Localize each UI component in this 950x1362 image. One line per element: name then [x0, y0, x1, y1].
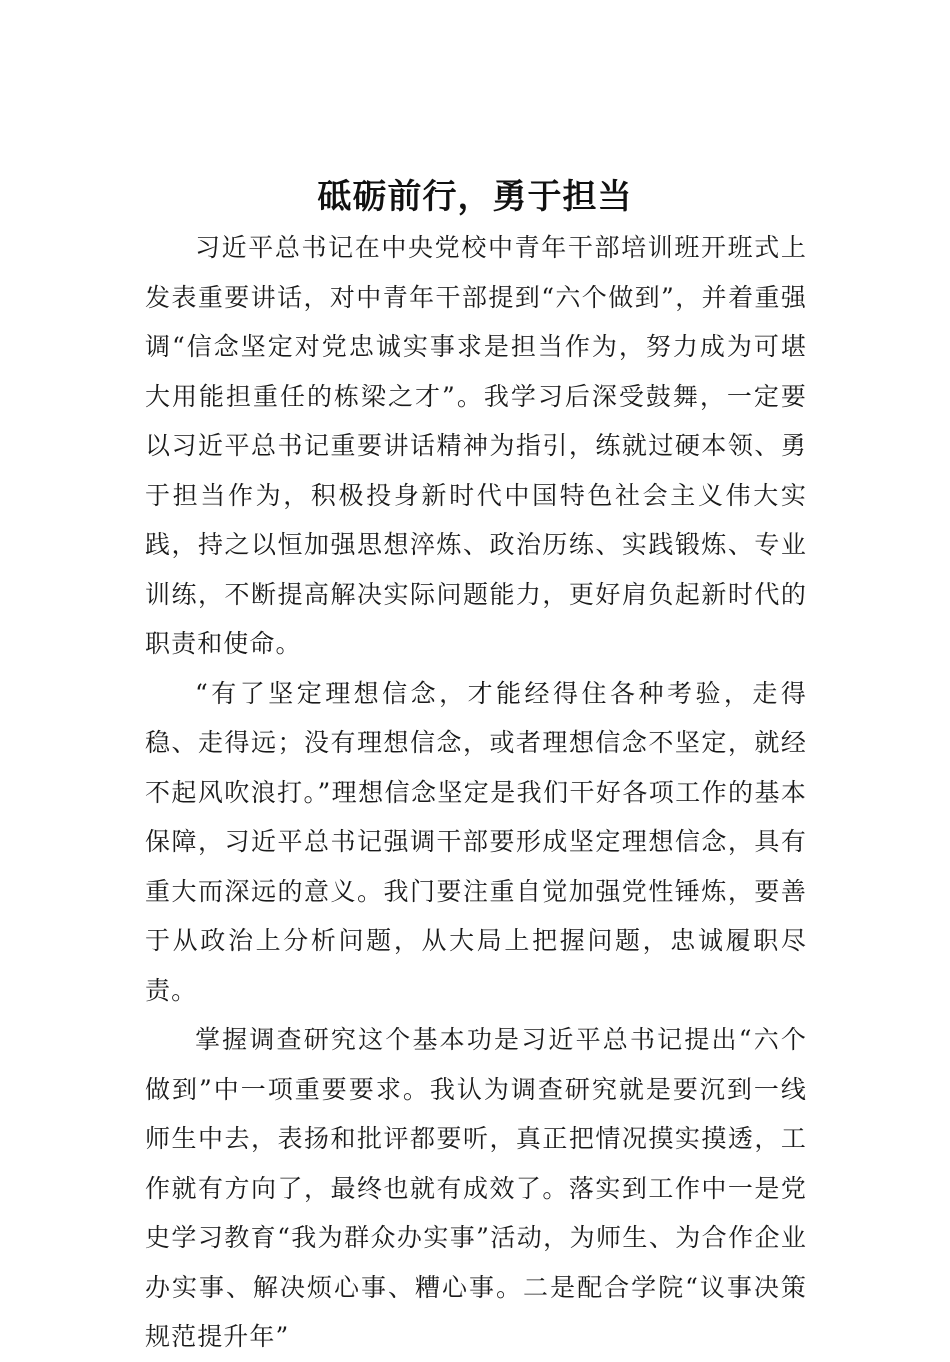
paragraph-1: 习近平总书记在中央党校中青年干部培训班开班式上发表重要讲话，对中青年干部提到“六个做到”，并着重强调“信念坚定对党忠诚实事求是担当作为，努力成为可堪大用能担重任的栋梁之才”。我学习后深受鼓舞，一定要以习近平总书记重要讲话精神为指引，练就过硬本领、勇于担当作为，积极投身新时代中国特色社会主义伟大实践，持之以恒加强思想淬炼、政治历练、实践锻炼、专业训练，不断提高解决实际问题能力，更好肩负起新时代的职责和使命。 [145, 233, 807, 658]
document-title: 砥砺前行，勇于担当 [317, 177, 633, 217]
document-body [145, 223, 807, 1362]
paragraph-3: 掌握调查研究这个基本功是习近平总书记提出“六个做到”中一项重要要求。我认为调查研究就是要沉到一线师生中去，表扬和批评都要听，真正把情况摸实摸透，工作就有方向了，最终也就有成效了。落实到工作中一是党史学习教育“我为群众办实事”活动，为师生、为合作企业办实事、解决烦心事、糟心事。二是配合学院“议事决策规范提升年” [145, 1025, 807, 1351]
paragraph-2: “有了坚定理想信念，才能经得住各种考验，走得稳、走得远；没有理想信念，或者理想信念不坚定，就经不起风吹浪打。”理想信念坚定是我们干好各项工作的基本保障，习近平总书记强调干部要形成坚定理想信念，具有重大而深远的意义。我门要注重自觉加强党性锤炼，要善于从政治上分析问题，从大局上把握问题，忠诚履职尽责。 [145, 678, 807, 1005]
